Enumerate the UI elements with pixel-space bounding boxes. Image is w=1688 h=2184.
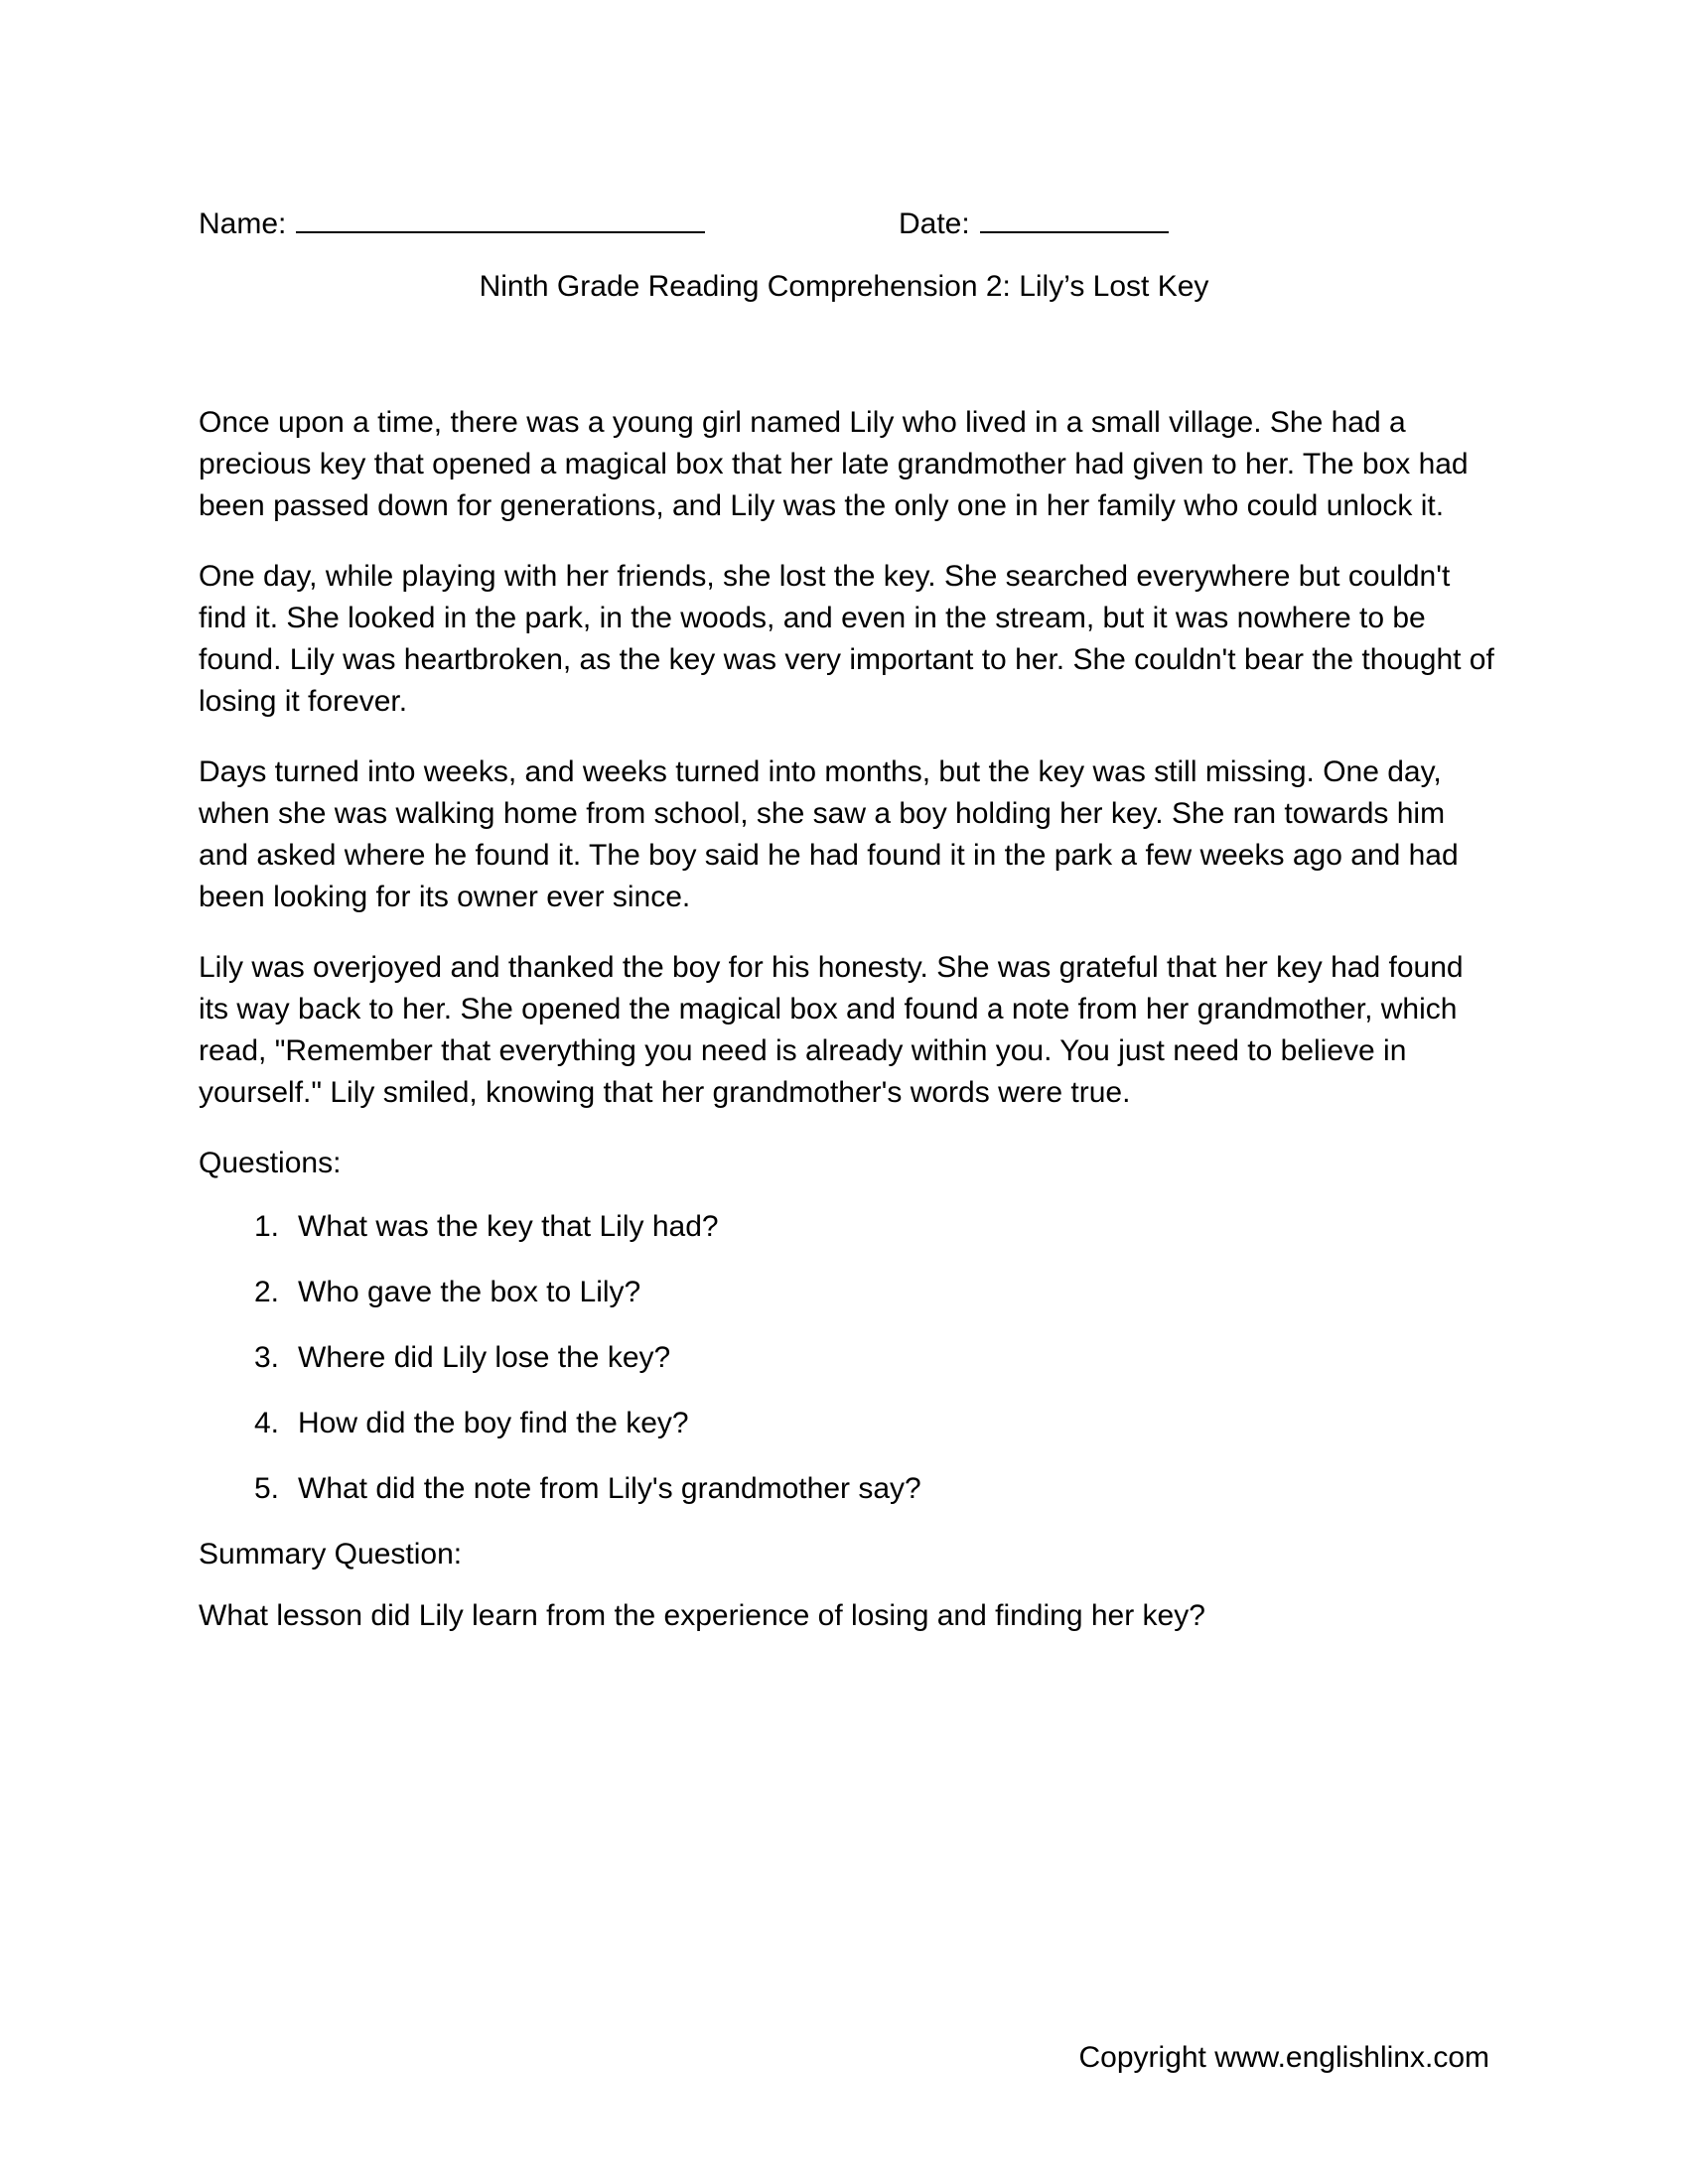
passage-paragraph: Days turned into weeks, and weeks turned into months, but the key was still missing. One day, when she was walking home from school, she saw a boy holding her key. She ran towards him and asked where he found it. The boy said he had found it in the park a few weeks ago and had been looking for its owner ever since. [199, 755, 1459, 913]
question-item [199, 1337, 1495, 1379]
question-text: How did the boy find the key? [298, 1407, 689, 1439]
question-number: 5. [254, 1472, 280, 1505]
passage-paragraph: Once upon a time, there was a young girl named Lily who lived in a small village. She had a precious key that opened a magical box that her late grandmother had given to her. The box had been passed down for generations, and Lily was the only one in her family who could unlock it. [199, 406, 1469, 522]
question-number: 3. [254, 1341, 280, 1374]
questions-list [199, 1206, 1495, 1510]
passage-paragraph: One day, while playing with her friends, she lost the key. She searched everywhere but couldn't find it. She looked in the park, in the woods, and even in the stream, but it was nowhere to be found. Lily was heartbroken, as the key was very important to her. She couldn't bear the thought of losing it forever. [199, 560, 1494, 718]
question-number: 4. [254, 1407, 280, 1439]
summary-question-text: What lesson did Lily learn from the experience of losing and finding her key? [199, 1599, 1205, 1632]
passage-paragraph: Lily was overjoyed and thanked the boy for his honesty. She was grateful that her key had found its way back to her. She opened the magical box and found a note from her grandmother, which read, "Remember that everything you need is already within you. You just need to believe in yourself." Lily smiled, knowing that her grandmother's words were true. [199, 951, 1464, 1109]
name-blank-line [296, 202, 705, 233]
question-number: 1. [254, 1210, 280, 1243]
question-number: 2. [254, 1276, 280, 1308]
page-title: Ninth Grade Reading Comprehension 2: Lily’s Lost Key [479, 270, 1209, 303]
question-text: What was the key that Lily had? [298, 1210, 719, 1243]
name-label: Name: [199, 207, 287, 240]
header-row [199, 202, 1489, 247]
date-label: Date: [899, 207, 970, 240]
date-blank-line [980, 202, 1169, 233]
question-item [199, 1403, 1495, 1444]
copyright-notice: Copyright www.englishlinx.com [1078, 2041, 1489, 2074]
question-item [199, 1272, 1495, 1313]
question-text: Where did Lily lose the key? [298, 1341, 671, 1374]
questions-heading: Questions: [199, 1147, 342, 1179]
question-item [199, 1468, 1495, 1510]
question-text: Who gave the box to Lily? [298, 1276, 641, 1308]
summary-question-heading: Summary Question: [199, 1538, 463, 1570]
question-item [199, 1206, 1495, 1248]
question-text: What did the note from Lily's grandmother say? [298, 1472, 921, 1505]
worksheet-content [199, 402, 1495, 1637]
date-group [899, 202, 1169, 241]
